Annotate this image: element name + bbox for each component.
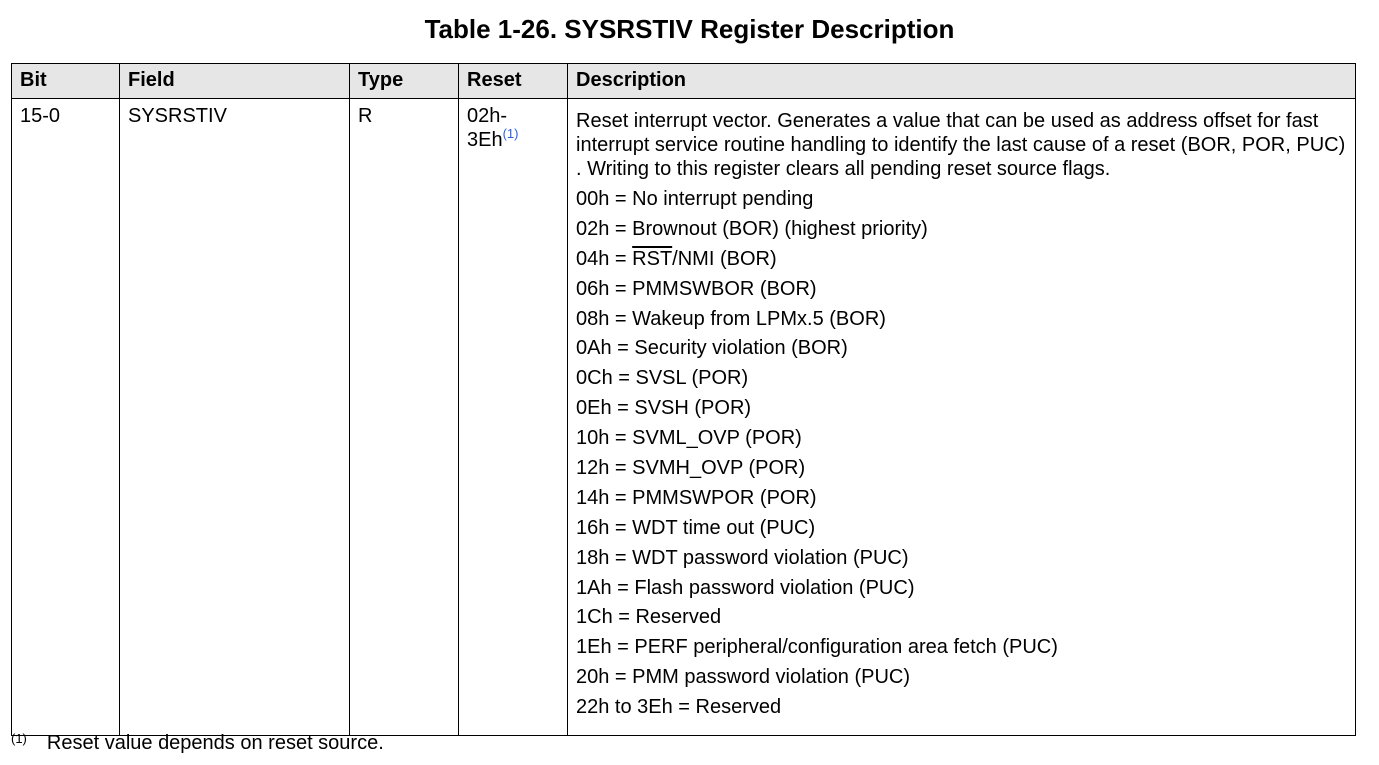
footnote	[11, 731, 384, 755]
column-header-reset: Reset	[459, 64, 568, 99]
reset-value-text: 3Eh	[467, 129, 503, 151]
description-text: Reset interrupt vector. Generates a value that can be used as address offset for fast interrupt service routine handling to identify the last cause of a reset (BOR, POR, PUC) . Writing to this register clears all pending reset source flags.	[576, 110, 1346, 180]
value-suffix: /NMI (BOR)	[672, 247, 777, 270]
reset-value-line2	[467, 128, 559, 152]
list-item: 08h = Wakeup from LPMx.5 (BOR)	[576, 307, 886, 330]
column-header-type: Type	[350, 64, 459, 99]
list-item: 0Eh = SVSH (POR)	[576, 397, 752, 420]
description-cell	[568, 99, 1356, 736]
list-item: 12h = SVMH_OVP (POR)	[576, 457, 806, 480]
table-title: Table 1-26. SYSRSTIV Register Description	[424, 14, 955, 44]
value-list	[576, 185, 1347, 723]
reset-value-line1: 02h-	[467, 105, 508, 127]
footnote-ref-link[interactable]: (1)	[502, 126, 519, 141]
header-row	[12, 64, 1356, 99]
column-header-bit: Bit	[12, 64, 120, 99]
rst-overline-text: $\overline{RST}$	[632, 247, 673, 270]
list-item: 00h = No interrupt pending	[576, 188, 814, 210]
footnote-text: Reset value depends on reset source.	[46, 732, 384, 754]
column-header-field: Field	[120, 64, 350, 99]
list-item: 06h = PMMSWBOR (BOR)	[576, 277, 817, 300]
list-item: 20h = PMM password violation (PUC)	[576, 666, 911, 689]
list-item: 22h to 3Eh = Reserved	[576, 696, 782, 719]
bit-cell: 15-0	[12, 99, 120, 736]
list-item: 18h = WDT password violation (PUC)	[576, 546, 909, 569]
column-header-description: Description	[568, 64, 1356, 99]
list-item	[576, 245, 1347, 275]
reset-cell	[459, 99, 568, 736]
field-cell: SYSRSTIV	[120, 99, 350, 736]
register-table	[11, 63, 1356, 736]
list-item: 10h = SVML_OVP (POR)	[576, 427, 802, 450]
type-cell: R	[350, 99, 459, 736]
list-item: 14h = PMMSWPOR (POR)	[576, 486, 817, 509]
list-item: 1Ah = Flash password violation (PUC)	[576, 576, 915, 599]
list-item: 1Ch = Reserved	[576, 606, 722, 629]
list-item: 0Ah = Security violation (BOR)	[576, 337, 848, 360]
footnote-marker: (1)	[11, 731, 27, 746]
list-item: 1Eh = PERF peripheral/configuration area fetch (PUC)	[576, 636, 1058, 659]
list-item: 16h = WDT time out (PUC)	[576, 516, 816, 539]
table-row	[12, 99, 1356, 736]
list-item: 02h = Brownout (BOR) (highest priority)	[576, 217, 928, 240]
list-item: 0Ch = SVSL (POR)	[576, 367, 749, 390]
value-prefix: 04h =	[576, 247, 633, 270]
